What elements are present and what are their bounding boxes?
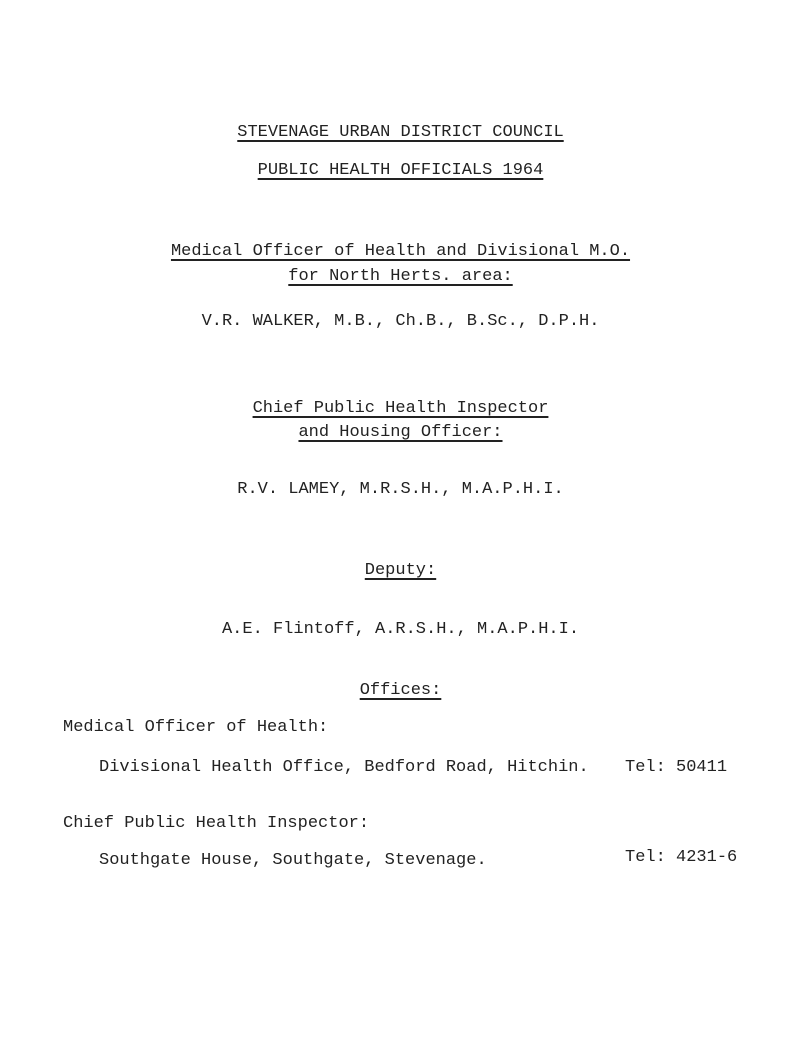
chief-inspector-role-line1-text: Chief Public Health Inspector [252,399,549,418]
deputy-name: A.E. Flintoff, A.R.S.H., M.A.P.H.I. [221,620,580,639]
moh-role-line2 [0,266,801,288]
offices-heading-text: Offices: [359,681,442,700]
moh-role-line1 [0,241,801,263]
chief-inspector-role-line2 [0,422,801,444]
chief-inspector-role-line1 [0,398,801,420]
moh-name: V.R. WALKER, M.B., Ch.B., B.Sc., D.P.H. [201,312,600,331]
office-1-tel: Tel: 50411 [625,758,728,777]
chief-inspector-role-line2-text: and Housing Officer: [298,423,503,442]
office-2-label: Chief Public Health Inspector: [63,814,370,833]
offices-heading [0,680,801,702]
office-1-label: Medical Officer of Health: [63,718,329,737]
deputy-label-text: Deputy: [364,561,437,580]
document-title [0,160,801,182]
deputy-label [0,560,801,582]
council-title [0,122,801,144]
chief-inspector-name: R.V. LAMEY, M.R.S.H., M.A.P.H.I. [237,480,564,499]
office-2-tel: Tel: 4231-6 [625,848,738,867]
document-title-text: PUBLIC HEALTH OFFICIALS 1964 [257,161,544,180]
council-title-text: STEVENAGE URBAN DISTRICT COUNCIL [237,123,564,142]
office-2-address: Southgate House, Southgate, Stevenage. [99,851,487,870]
moh-role-line2-text: for North Herts. area: [288,267,513,286]
office-1-address: Divisional Health Office, Bedford Road, Hitchin. [99,758,589,777]
moh-role-line1-text: Medical Officer of Health and Divisional M.O. [170,242,631,261]
